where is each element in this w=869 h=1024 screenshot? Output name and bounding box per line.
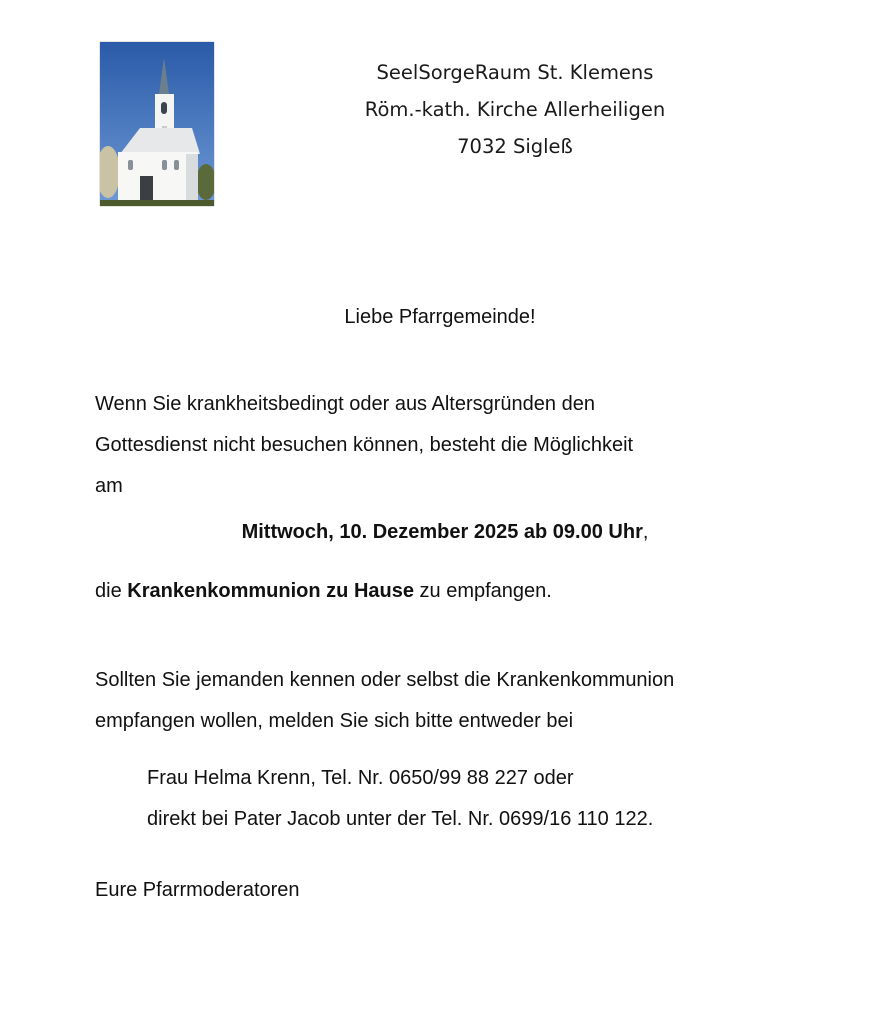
appointment-date-suffix: , (642, 521, 649, 543)
contact-line: direkt bei Pater Jacob unter der Tel. Nr. 0699/16 110 122. (147, 808, 654, 830)
intro-line: Wenn Sie krankheitsbedingt oder aus Altersgründen den (95, 393, 595, 415)
contact-line: Frau Helma Krenn, Tel. Nr. 0650/99 88 227 oder (147, 767, 574, 789)
receive-line (95, 580, 552, 603)
intro-line: am (95, 475, 123, 497)
receive-bold: Krankenkommunion zu Hause (127, 580, 414, 602)
header-church-name: Röm.-kath. Kirche Allerheiligen (364, 98, 666, 121)
appointment-date (0, 521, 869, 544)
contact-list (147, 758, 653, 840)
intro-paragraph (95, 384, 633, 507)
appointment-date-bold: Mittwoch, 10. Dezember 2025 ab 09.00 Uhr (241, 521, 643, 543)
greeting: Liebe Pfarrgemeinde! (344, 306, 536, 328)
signoff: Eure Pfarrmoderatoren (95, 879, 300, 901)
contact-request-paragraph (95, 660, 674, 742)
parish-header (330, 54, 700, 165)
church-photo (100, 42, 214, 206)
call-line: empfangen wollen, melden Sie sich bitte entweder bei (95, 710, 574, 732)
receive-prefix: die (95, 580, 128, 602)
intro-line: Gottesdienst nicht besuchen können, besteht die Möglichkeit (95, 434, 634, 456)
receive-suffix: zu empfangen. (413, 580, 552, 602)
call-line: Sollten Sie jemanden kennen oder selbst die Krankenkommunion (95, 669, 675, 691)
header-address: 7032 Sigleß (457, 135, 573, 158)
header-parish-name: SeelSorgeRaum St. Klemens (376, 61, 654, 84)
